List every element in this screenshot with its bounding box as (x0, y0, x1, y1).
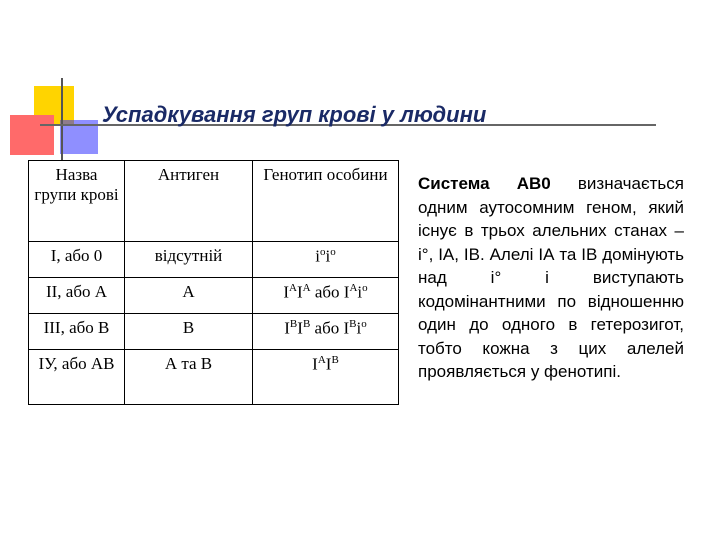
description-bold: Система АВ0 (418, 174, 551, 193)
deco-red-square (10, 115, 54, 155)
cell-antigen: В (125, 314, 253, 350)
table-row (29, 278, 399, 314)
cell-antigen: А (125, 278, 253, 314)
cell-antigen: відсутній (125, 242, 253, 278)
slide-title: Успадкування груп крові у людини (102, 102, 487, 127)
description-body: визначається одним аутосомним геном, який існує в трьох алельних станах – і°, ІА, ІВ. Алелі ІА та ІВ домінують над і° і виступають кодомінантними по відношенню один до одного в гетерозигот, тобто кожна з цих алелей проявляється у фенотипі. (418, 174, 684, 381)
header-antigen: Антиген (125, 161, 253, 242)
table-row (29, 350, 399, 405)
cell-antigen: А та В (125, 350, 253, 405)
cell-genotype: $I^AI^A$ або $I^Ai^о$ (253, 278, 399, 314)
header-group-name: Назва групи крові (29, 161, 125, 242)
cell-group: І, або 0 (29, 242, 125, 278)
table-row (29, 242, 399, 278)
cell-group: ІУ, або АВ (29, 350, 125, 405)
table-header-row (29, 161, 399, 242)
deco-horizontal-line-short (40, 124, 98, 126)
cell-group: ІІ, або А (29, 278, 125, 314)
cell-genotype: $I^AI^B$ (253, 350, 399, 405)
table-row (29, 314, 399, 350)
description-text (418, 172, 684, 384)
blood-group-table (28, 160, 399, 405)
deco-vertical-line (61, 78, 63, 160)
cell-genotype: $I^BI^B$ або $I^Bi^о$ (253, 314, 399, 350)
cell-group: ІІІ, або В (29, 314, 125, 350)
header-genotype: Генотип особини (253, 161, 399, 242)
cell-genotype: $i^оi^о$ (253, 242, 399, 278)
